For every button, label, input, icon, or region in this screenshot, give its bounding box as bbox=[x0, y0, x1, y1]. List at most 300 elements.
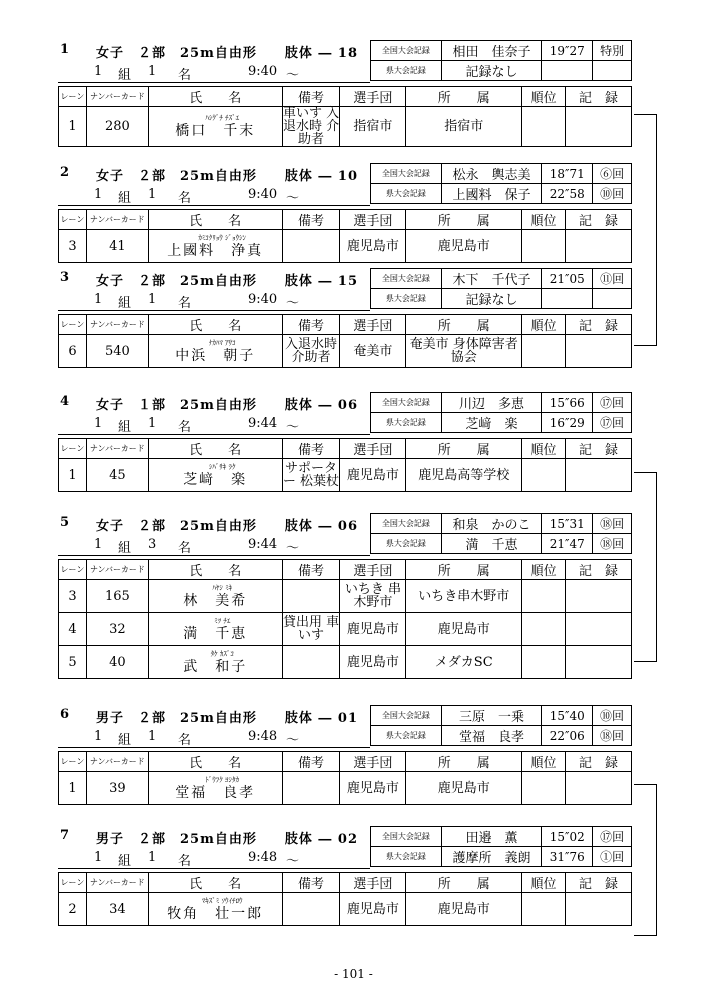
lane-cell: 2 bbox=[59, 893, 87, 926]
col-name: 氏 名 bbox=[148, 87, 282, 107]
col-name: 氏 名 bbox=[148, 439, 282, 459]
col-record: 記 録 bbox=[566, 210, 632, 230]
group-info bbox=[58, 185, 632, 206]
record-time: 18″71 bbox=[542, 164, 593, 184]
record-cell bbox=[566, 459, 632, 492]
group-underline bbox=[58, 747, 370, 748]
event-title: 男子 ２部 25m自由形 肢体 ― 02 bbox=[96, 832, 358, 847]
col-affiliation: 所 属 bbox=[406, 439, 522, 459]
col-team: 選手団 bbox=[340, 315, 406, 335]
col-team: 選手団 bbox=[340, 873, 406, 893]
furigana: ﾄﾞｳﾌｸ ﾖｼﾀｶ bbox=[205, 775, 240, 784]
col-team: 選手団 bbox=[340, 560, 406, 580]
count-label: 名 bbox=[178, 733, 192, 748]
furigana: ﾀｹ ｶｽﾞｺ bbox=[210, 649, 234, 658]
time-tilde: ～ bbox=[286, 733, 300, 748]
heat-bracket bbox=[634, 472, 657, 662]
team-cell: 鹿児島市 bbox=[340, 613, 406, 646]
record-row bbox=[371, 514, 632, 534]
record-kind: 県大会記録 bbox=[371, 534, 442, 554]
col-rank: 順位 bbox=[522, 560, 566, 580]
furigana: ﾅｶﾊﾏ ｱｻｺ bbox=[208, 338, 236, 347]
remarks-cell bbox=[282, 580, 340, 613]
event-title: 女子 ２部 25m自由形 肢体 ― 18 bbox=[96, 46, 358, 61]
remarks-cell: 入退水時 介助者 bbox=[282, 335, 340, 368]
group-number: 1 bbox=[94, 729, 103, 744]
event-block bbox=[58, 826, 632, 926]
record-time: 21″47 bbox=[542, 534, 593, 554]
col-remarks: 備考 bbox=[282, 315, 340, 335]
col-number-card: ナンバーカード bbox=[86, 560, 148, 580]
entries-table bbox=[58, 86, 632, 147]
col-rank: 順位 bbox=[522, 87, 566, 107]
record-kind: 全国大会記録 bbox=[371, 393, 442, 413]
lane-cell: 5 bbox=[59, 646, 87, 679]
record-row bbox=[371, 706, 632, 726]
count-label: 名 bbox=[178, 541, 192, 556]
name-cell bbox=[148, 459, 282, 492]
group-underline bbox=[58, 310, 370, 311]
col-record: 記 録 bbox=[566, 560, 632, 580]
record-cell bbox=[566, 335, 632, 368]
record-kind: 県大会記録 bbox=[371, 413, 442, 433]
remarks-cell: 車いす 入退水時 介助者 bbox=[282, 106, 340, 147]
column-header-row bbox=[59, 439, 632, 459]
col-remarks: 備考 bbox=[282, 87, 340, 107]
record-cell bbox=[566, 893, 632, 926]
col-number-card: ナンバーカード bbox=[86, 315, 148, 335]
group-info bbox=[58, 414, 632, 435]
col-remarks: 備考 bbox=[282, 210, 340, 230]
count-number: 1 bbox=[148, 292, 157, 307]
group-number: 1 bbox=[94, 292, 103, 307]
record-kind: 全国大会記録 bbox=[371, 41, 442, 61]
group-info bbox=[58, 535, 632, 556]
page-number: - 101 - bbox=[334, 967, 373, 981]
col-rank: 順位 bbox=[522, 752, 566, 772]
record-holder: 記録なし bbox=[441, 289, 542, 309]
time-tilde: ～ bbox=[286, 541, 300, 556]
col-remarks: 備考 bbox=[282, 560, 340, 580]
lane-cell: 6 bbox=[59, 335, 87, 368]
entries-table bbox=[58, 872, 632, 926]
table-row bbox=[59, 893, 632, 926]
count-number: 1 bbox=[148, 416, 157, 431]
count-label: 名 bbox=[178, 191, 192, 206]
record-note: ⑩回 bbox=[593, 706, 632, 726]
furigana: ﾊｼｸﾞﾁ ﾁｽﾞｴ bbox=[205, 114, 240, 122]
event-title: 男子 ２部 25m自由形 肢体 ― 01 bbox=[96, 711, 358, 726]
event-number: 6 bbox=[60, 707, 70, 722]
col-rank: 順位 bbox=[522, 439, 566, 459]
event-number: 5 bbox=[60, 515, 70, 530]
count-label: 名 bbox=[178, 854, 192, 869]
event-block bbox=[58, 705, 632, 805]
lane-cell: 3 bbox=[59, 580, 87, 613]
event-block bbox=[58, 40, 632, 147]
furigana: ｶﾐｺｸﾘｮｳ ｼﾞｮｳｼﾝ bbox=[198, 233, 247, 242]
affiliation-cell: 鹿児島市 bbox=[406, 230, 522, 263]
col-rank: 順位 bbox=[522, 315, 566, 335]
col-lane: レーン bbox=[59, 873, 87, 893]
record-row bbox=[371, 164, 632, 184]
card-cell: 32 bbox=[86, 613, 148, 646]
affiliation-cell: 奄美市 身体障害者協会 bbox=[406, 335, 522, 368]
rank-cell bbox=[522, 107, 566, 147]
time-tilde: ～ bbox=[286, 420, 300, 435]
start-time: 9:48 bbox=[248, 729, 278, 744]
col-remarks: 備考 bbox=[282, 752, 340, 772]
group-label: 組 bbox=[118, 733, 132, 748]
name-cell bbox=[148, 230, 282, 263]
team-cell: 鹿児島市 bbox=[340, 772, 406, 805]
col-record: 記 録 bbox=[566, 87, 632, 107]
record-time: 15″66 bbox=[542, 393, 593, 413]
count-number: 1 bbox=[148, 729, 157, 744]
remarks-cell bbox=[282, 646, 340, 679]
record-time: 15″40 bbox=[542, 706, 593, 726]
name-cell bbox=[148, 772, 282, 805]
record-kind: 全国大会記録 bbox=[371, 827, 442, 847]
record-time: 19″27 bbox=[542, 41, 593, 61]
record-note: ⑱回 bbox=[593, 534, 632, 554]
team-cell: 鹿児島市 bbox=[340, 459, 406, 492]
event-title: 女子 ２部 25m自由形 肢体 ― 15 bbox=[96, 274, 358, 289]
record-note: ⑱回 bbox=[593, 726, 632, 746]
record-cell bbox=[566, 580, 632, 613]
athlete-name: 上國料 浄真 bbox=[167, 242, 264, 259]
record-holder: 記録なし bbox=[441, 61, 542, 81]
entries-table bbox=[58, 209, 632, 263]
col-name: 氏 名 bbox=[148, 560, 282, 580]
team-cell: 鹿児島市 bbox=[340, 230, 406, 263]
remarks-cell bbox=[282, 230, 340, 263]
team-cell: いちき 串木野市 bbox=[340, 580, 406, 613]
event-block bbox=[58, 268, 632, 368]
affiliation-cell: 鹿児島市 bbox=[406, 893, 522, 926]
group-underline bbox=[58, 434, 370, 435]
record-holder: 和泉 かのこ bbox=[441, 514, 542, 534]
record-time: 15″31 bbox=[542, 514, 593, 534]
col-affiliation: 所 属 bbox=[406, 560, 522, 580]
col-lane: レーン bbox=[59, 752, 87, 772]
start-time: 9:44 bbox=[248, 416, 278, 431]
record-note: ⑥回 bbox=[593, 164, 632, 184]
group-number: 1 bbox=[94, 537, 103, 552]
col-lane: レーン bbox=[59, 439, 87, 459]
count-label: 名 bbox=[178, 296, 192, 311]
col-affiliation: 所 属 bbox=[406, 873, 522, 893]
col-affiliation: 所 属 bbox=[406, 87, 522, 107]
entries-table bbox=[58, 314, 632, 368]
time-tilde: ～ bbox=[286, 854, 300, 869]
furigana: ﾊﾔｼ ﾐｷ bbox=[212, 583, 233, 592]
record-cell bbox=[566, 613, 632, 646]
lane-cell: 4 bbox=[59, 613, 87, 646]
athlete-name: 堂福 良孝 bbox=[175, 784, 256, 801]
team-cell: 鹿児島市 bbox=[340, 893, 406, 926]
col-record: 記 録 bbox=[566, 752, 632, 772]
rank-cell bbox=[522, 893, 566, 926]
heat-bracket bbox=[634, 114, 657, 346]
record-kind: 全国大会記録 bbox=[371, 514, 442, 534]
record-time: 31″76 bbox=[542, 847, 593, 867]
record-holder: 芝﨑 楽 bbox=[441, 413, 542, 433]
event-block bbox=[58, 163, 632, 263]
col-team: 選手団 bbox=[340, 210, 406, 230]
table-row bbox=[59, 230, 632, 263]
col-team: 選手団 bbox=[340, 439, 406, 459]
record-note: 特別 bbox=[593, 41, 632, 61]
event-title: 女子 １部 25m自由形 肢体 ― 06 bbox=[96, 398, 358, 413]
record-holder: 松永 輿志美 bbox=[441, 164, 542, 184]
record-row bbox=[371, 393, 632, 413]
lane-cell: 1 bbox=[59, 459, 87, 492]
record-time: 16″29 bbox=[542, 413, 593, 433]
table-row bbox=[59, 107, 632, 147]
group-underline bbox=[58, 205, 370, 206]
remarks-cell bbox=[282, 893, 340, 926]
col-number-card: ナンバーカード bbox=[86, 210, 148, 230]
event-number: 1 bbox=[60, 42, 70, 57]
col-lane: レーン bbox=[59, 560, 87, 580]
athlete-name: 牧角 壮一郎 bbox=[167, 905, 264, 922]
name-cell bbox=[148, 580, 282, 613]
affiliation-cell: 鹿児島市 bbox=[406, 613, 522, 646]
record-row bbox=[371, 41, 632, 61]
card-cell: 41 bbox=[86, 230, 148, 263]
start-time: 9:40 bbox=[248, 187, 278, 202]
record-kind: 全国大会記録 bbox=[371, 269, 442, 289]
group-number: 1 bbox=[94, 416, 103, 431]
record-holder: 護摩所 義朗 bbox=[441, 847, 542, 867]
heat-bracket bbox=[634, 784, 657, 936]
event-title: 女子 ２部 25m自由形 肢体 ― 06 bbox=[96, 519, 358, 534]
group-underline bbox=[58, 555, 370, 556]
affiliation-cell: 鹿児島高等学校 bbox=[406, 459, 522, 492]
group-info bbox=[58, 848, 632, 869]
col-name: 氏 名 bbox=[148, 752, 282, 772]
rank-cell bbox=[522, 613, 566, 646]
entries-table bbox=[58, 751, 632, 805]
record-row bbox=[371, 269, 632, 289]
athlete-name: 中浜 朝子 bbox=[175, 347, 256, 364]
count-label: 名 bbox=[178, 68, 192, 83]
team-cell: 鹿児島市 bbox=[340, 646, 406, 679]
affiliation-cell: メダカSC bbox=[406, 646, 522, 679]
group-label: 組 bbox=[118, 541, 132, 556]
entries-table bbox=[58, 438, 632, 492]
remarks-cell bbox=[282, 772, 340, 805]
furigana: ｼﾊﾞｻｷ ﾗｸ bbox=[208, 462, 236, 471]
record-holder: 相田 佳奈子 bbox=[441, 41, 542, 61]
start-time: 9:44 bbox=[248, 537, 278, 552]
group-label: 組 bbox=[118, 854, 132, 869]
column-header-row bbox=[59, 87, 632, 107]
group-underline bbox=[58, 868, 370, 869]
card-cell: 280 bbox=[86, 107, 148, 147]
col-lane: レーン bbox=[59, 87, 87, 107]
record-note: ⑩回 bbox=[593, 184, 632, 204]
furigana: ﾏｷｽﾞﾐ ｿｳｲﾁﾛｳ bbox=[201, 896, 243, 905]
time-tilde: ～ bbox=[286, 296, 300, 311]
rank-cell bbox=[522, 772, 566, 805]
record-cell bbox=[566, 772, 632, 805]
col-rank: 順位 bbox=[522, 210, 566, 230]
group-label: 組 bbox=[118, 191, 132, 206]
record-cell bbox=[566, 107, 632, 147]
rank-cell bbox=[522, 335, 566, 368]
event-number: 3 bbox=[60, 270, 70, 285]
record-note: ①回 bbox=[593, 847, 632, 867]
event-number: 7 bbox=[60, 828, 70, 843]
record-note: ⑪回 bbox=[593, 269, 632, 289]
rank-cell bbox=[522, 459, 566, 492]
record-holder: 木下 千代子 bbox=[441, 269, 542, 289]
affiliation-cell: 鹿児島市 bbox=[406, 772, 522, 805]
count-number: 1 bbox=[148, 64, 157, 79]
team-cell: 指宿市 bbox=[340, 107, 406, 147]
col-record: 記 録 bbox=[566, 439, 632, 459]
column-header-row bbox=[59, 752, 632, 772]
card-cell: 45 bbox=[86, 459, 148, 492]
count-label: 名 bbox=[178, 420, 192, 435]
col-affiliation: 所 属 bbox=[406, 315, 522, 335]
col-number-card: ナンバーカード bbox=[86, 439, 148, 459]
record-kind: 県大会記録 bbox=[371, 289, 442, 309]
col-remarks: 備考 bbox=[282, 439, 340, 459]
record-holder: 満 千恵 bbox=[441, 534, 542, 554]
furigana: ﾐﾂ ﾁｴ bbox=[214, 616, 231, 625]
group-label: 組 bbox=[118, 68, 132, 83]
record-cell bbox=[566, 230, 632, 263]
group-number: 1 bbox=[94, 850, 103, 865]
table-row bbox=[59, 613, 632, 646]
record-kind: 県大会記録 bbox=[371, 61, 442, 81]
name-cell bbox=[148, 613, 282, 646]
card-cell: 165 bbox=[86, 580, 148, 613]
col-affiliation: 所 属 bbox=[406, 752, 522, 772]
record-kind: 全国大会記録 bbox=[371, 164, 442, 184]
col-rank: 順位 bbox=[522, 873, 566, 893]
col-record: 記 録 bbox=[566, 873, 632, 893]
record-kind: 県大会記録 bbox=[371, 726, 442, 746]
group-info bbox=[58, 727, 632, 748]
athlete-name: 武 和子 bbox=[183, 658, 248, 675]
table-row bbox=[59, 580, 632, 613]
count-number: 1 bbox=[148, 187, 157, 202]
rank-cell bbox=[522, 580, 566, 613]
start-time: 9:40 bbox=[248, 292, 278, 307]
column-header-row bbox=[59, 560, 632, 580]
col-number-card: ナンバーカード bbox=[86, 873, 148, 893]
group-number: 1 bbox=[94, 187, 103, 202]
record-note: ⑰回 bbox=[593, 393, 632, 413]
record-holder: 三原 一乗 bbox=[441, 706, 542, 726]
record-note: ⑱回 bbox=[593, 514, 632, 534]
group-info bbox=[58, 290, 632, 311]
col-record: 記 録 bbox=[566, 315, 632, 335]
card-cell: 34 bbox=[86, 893, 148, 926]
record-time: 22″06 bbox=[542, 726, 593, 746]
record-note: ⑰回 bbox=[593, 827, 632, 847]
col-number-card: ナンバーカード bbox=[86, 87, 148, 107]
record-note: ⑰回 bbox=[593, 413, 632, 433]
table-row bbox=[59, 772, 632, 805]
record-holder: 田邉 薫 bbox=[441, 827, 542, 847]
lane-cell: 3 bbox=[59, 230, 87, 263]
remarks-cell: サポーター 松葉杖 bbox=[282, 459, 340, 492]
time-tilde: ～ bbox=[286, 191, 300, 206]
col-number-card: ナンバーカード bbox=[86, 752, 148, 772]
card-cell: 40 bbox=[86, 646, 148, 679]
card-cell: 39 bbox=[86, 772, 148, 805]
event-block bbox=[58, 392, 632, 492]
col-name: 氏 名 bbox=[148, 873, 282, 893]
start-time: 9:48 bbox=[248, 850, 278, 865]
column-header-row bbox=[59, 210, 632, 230]
time-tilde: ～ bbox=[286, 68, 300, 83]
table-row bbox=[59, 335, 632, 368]
col-team: 選手団 bbox=[340, 87, 406, 107]
start-time: 9:40 bbox=[248, 64, 278, 79]
record-kind: 全国大会記録 bbox=[371, 706, 442, 726]
event-number: 4 bbox=[60, 394, 70, 409]
col-remarks: 備考 bbox=[282, 873, 340, 893]
col-lane: レーン bbox=[59, 315, 87, 335]
remarks-cell: 貸出用 車いす bbox=[282, 613, 340, 646]
event-block bbox=[58, 513, 632, 679]
group-info bbox=[58, 62, 632, 83]
record-kind: 県大会記録 bbox=[371, 184, 442, 204]
record-cell bbox=[566, 646, 632, 679]
record-time: 22″58 bbox=[542, 184, 593, 204]
name-cell bbox=[148, 646, 282, 679]
card-cell: 540 bbox=[86, 335, 148, 368]
record-row bbox=[371, 827, 632, 847]
lane-cell: 1 bbox=[59, 107, 87, 147]
rank-cell bbox=[522, 230, 566, 263]
rank-cell bbox=[522, 646, 566, 679]
event-number: 2 bbox=[60, 165, 70, 180]
table-row bbox=[59, 646, 632, 679]
record-kind: 県大会記録 bbox=[371, 847, 442, 867]
record-holder: 川辺 多恵 bbox=[441, 393, 542, 413]
col-name: 氏 名 bbox=[148, 210, 282, 230]
athlete-name: 橋口 千末 bbox=[175, 123, 256, 139]
name-cell bbox=[148, 107, 282, 147]
group-number: 1 bbox=[94, 64, 103, 79]
column-header-row bbox=[59, 873, 632, 893]
record-holder: 上國料 保子 bbox=[441, 184, 542, 204]
group-label: 組 bbox=[118, 420, 132, 435]
affiliation-cell: いちき串木野市 bbox=[406, 580, 522, 613]
group-underline bbox=[58, 82, 370, 83]
col-team: 選手団 bbox=[340, 752, 406, 772]
table-row bbox=[59, 459, 632, 492]
name-cell bbox=[148, 893, 282, 926]
col-lane: レーン bbox=[59, 210, 87, 230]
col-name: 氏 名 bbox=[148, 315, 282, 335]
record-time: 21″05 bbox=[542, 269, 593, 289]
athlete-name: 芝﨑 楽 bbox=[183, 471, 248, 488]
count-number: 3 bbox=[148, 537, 157, 552]
athlete-name: 林 美希 bbox=[183, 592, 248, 609]
column-header-row bbox=[59, 315, 632, 335]
record-time: 15″02 bbox=[542, 827, 593, 847]
team-cell: 奄美市 bbox=[340, 335, 406, 368]
athlete-name: 満 千恵 bbox=[183, 625, 248, 642]
